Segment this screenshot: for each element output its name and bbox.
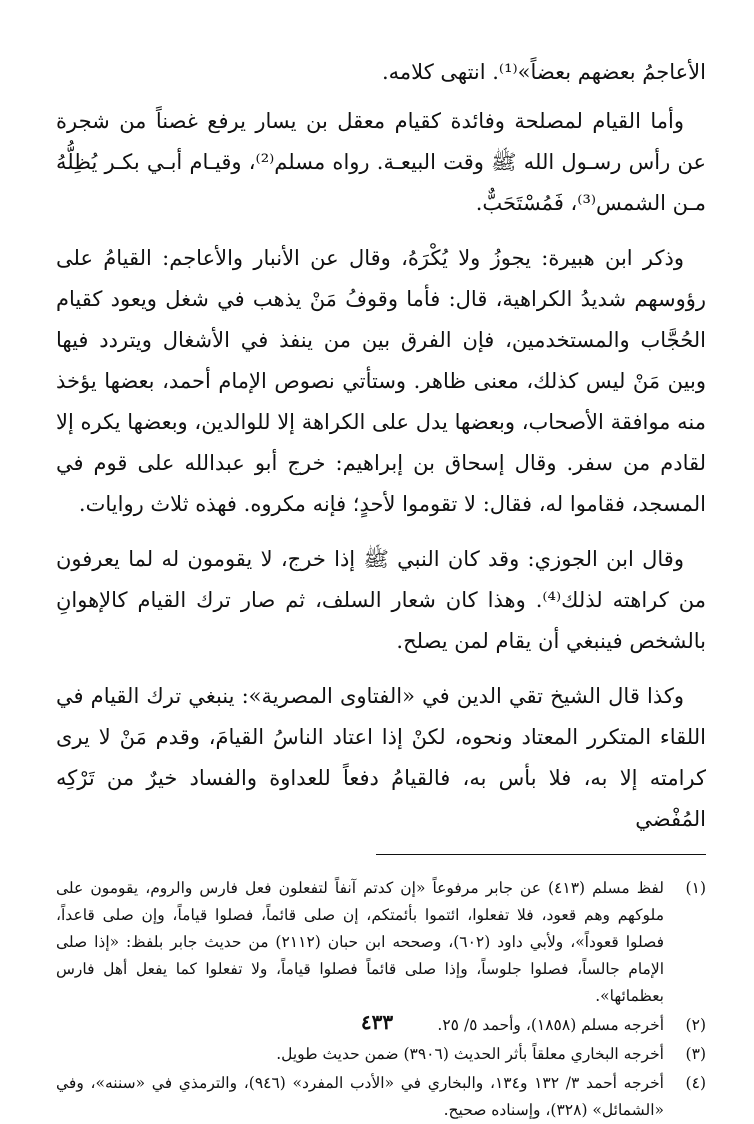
footnote-number: (٢) xyxy=(685,1016,706,1034)
paragraph-ibn-hubayra: وذكر ابن هبيرة: يجوزُ ولا يُكْرَهُ، وقال عن الأنبار والأعاجم: القيامُ على رؤوسهم شديدُ الكراهية، قال: فأما وقوفُ مَنْ يذهب في شغل ويعود كقيام الحُجَّاب والمستخدمين، فإن الفرق بين من ينفذ في الأشغال ويتردد فيها وبين مَنْ ليس كذلك، معنى ظاهر. وستأتي نصوص الإمام أحمد، بعضها يؤخذ منه موافقة الأصحاب، وبعضها يدل على الكراهة إلا للوالدين، وبعضها يكره إلا لقادم من سفر. وقال إسحاق بن إبراهيم: خرج أبو عبدالله على قوم في المسجد، فقاموا له، فقال: لا تقوموا لأحدٍ؛ فإنه مكروه. فهذه ثلاث روايات. xyxy=(56,246,706,516)
footnote-number: (٤) xyxy=(685,1074,706,1092)
footnote-item xyxy=(56,875,706,1010)
footnote-number: (١) xyxy=(685,879,706,897)
paragraph-ibn-al-jawzi: وقال ابن الجوزي: وقد كان النبي ﷺ إذا خرج، لا يقومون له لما يعرفون من كراهته لذلك⁽⁴⁾. وهذا كان شعار السلف، ثم صار ترك القيام كالإهوانِ بالشخص فينبغي أن يقام لمن يصلح. xyxy=(56,547,706,653)
paragraph-continuation: الأعاجمُ بعضهم بعضاً»⁽¹⁾. انتهى كلامه. xyxy=(382,60,706,84)
footnote-number: (٣) xyxy=(685,1045,706,1063)
footnote-text: أخرجه مسلم (١٨٥٨)، وأحمد ٥/ ٢٥. xyxy=(437,1016,664,1034)
footnotes xyxy=(56,875,706,1124)
paragraph-standing-for-benefit: وأما القيام لمصلحة وفائدة كقيام معقل بن يسار يرفع غصناً من شجرة عن رأس رسـول الله ﷺ وقت البيعـة. رواه مسلم⁽²⁾، وقيـام أبـي بكـر يُظِلُّهُ مـن الشمس⁽³⁾، فَمُسْتَحَبٌّ. xyxy=(56,109,706,215)
footnote-item xyxy=(56,1041,706,1068)
footnote-text: أخرجه أحمد ٣/ ١٣٢ و١٣٤، والبخاري في «الأدب المفرد» (٩٤٦)، والترمذي في «سننه»، وفي «الشمائل» (٣٢٨)، وإسناده صحيح. xyxy=(56,1074,664,1119)
footnote-divider xyxy=(376,854,706,855)
page-number: ٤٣٣ xyxy=(360,1010,394,1034)
footnote-text: لفظ مسلم (٤١٣) عن جابر مرفوعاً «إن كدتم آنفاً لتفعلون فعل فارس والروم، يقومون على ملوكهم وهم قعود، فلا تفعلوا، ائتموا بأئمتكم، إن صلى قائماً، فصلوا قياماً، وإن صلى قاعداً، فصلوا قعوداً»، ولأبي داود (٦٠٢)، وصححه ابن حبان (٢١١٢) من حديث جابر بلفظ: «إذا صلى الإمام جالساً، فصلوا جلوساً، وإذا صلى قائماً فصلوا قياماً، ولا تفعلوا كما يفعل أهل فارس بعظمائها». xyxy=(56,879,664,1005)
paragraph-taqi-al-din: وكذا قال الشيخ تقي الدين في «الفتاوى المصرية»: ينبغي ترك القيام في اللقاء المتكرر المعتاد ونحوه، لكنْ إذا اعتاد الناسُ القيامَ، وقدم مَنْ لا يرى كرامته إلا به، فلا بأس به، فالقيامُ دفعاً للعداوة والفساد خيرٌ من تَرْكِه المُفْضي xyxy=(56,684,706,831)
footnote-item xyxy=(56,1070,706,1124)
footnote-text: أخرجه البخاري معلقاً بأثر الحديث (٣٩٠٦) ضمن حديث طويل. xyxy=(276,1045,664,1063)
